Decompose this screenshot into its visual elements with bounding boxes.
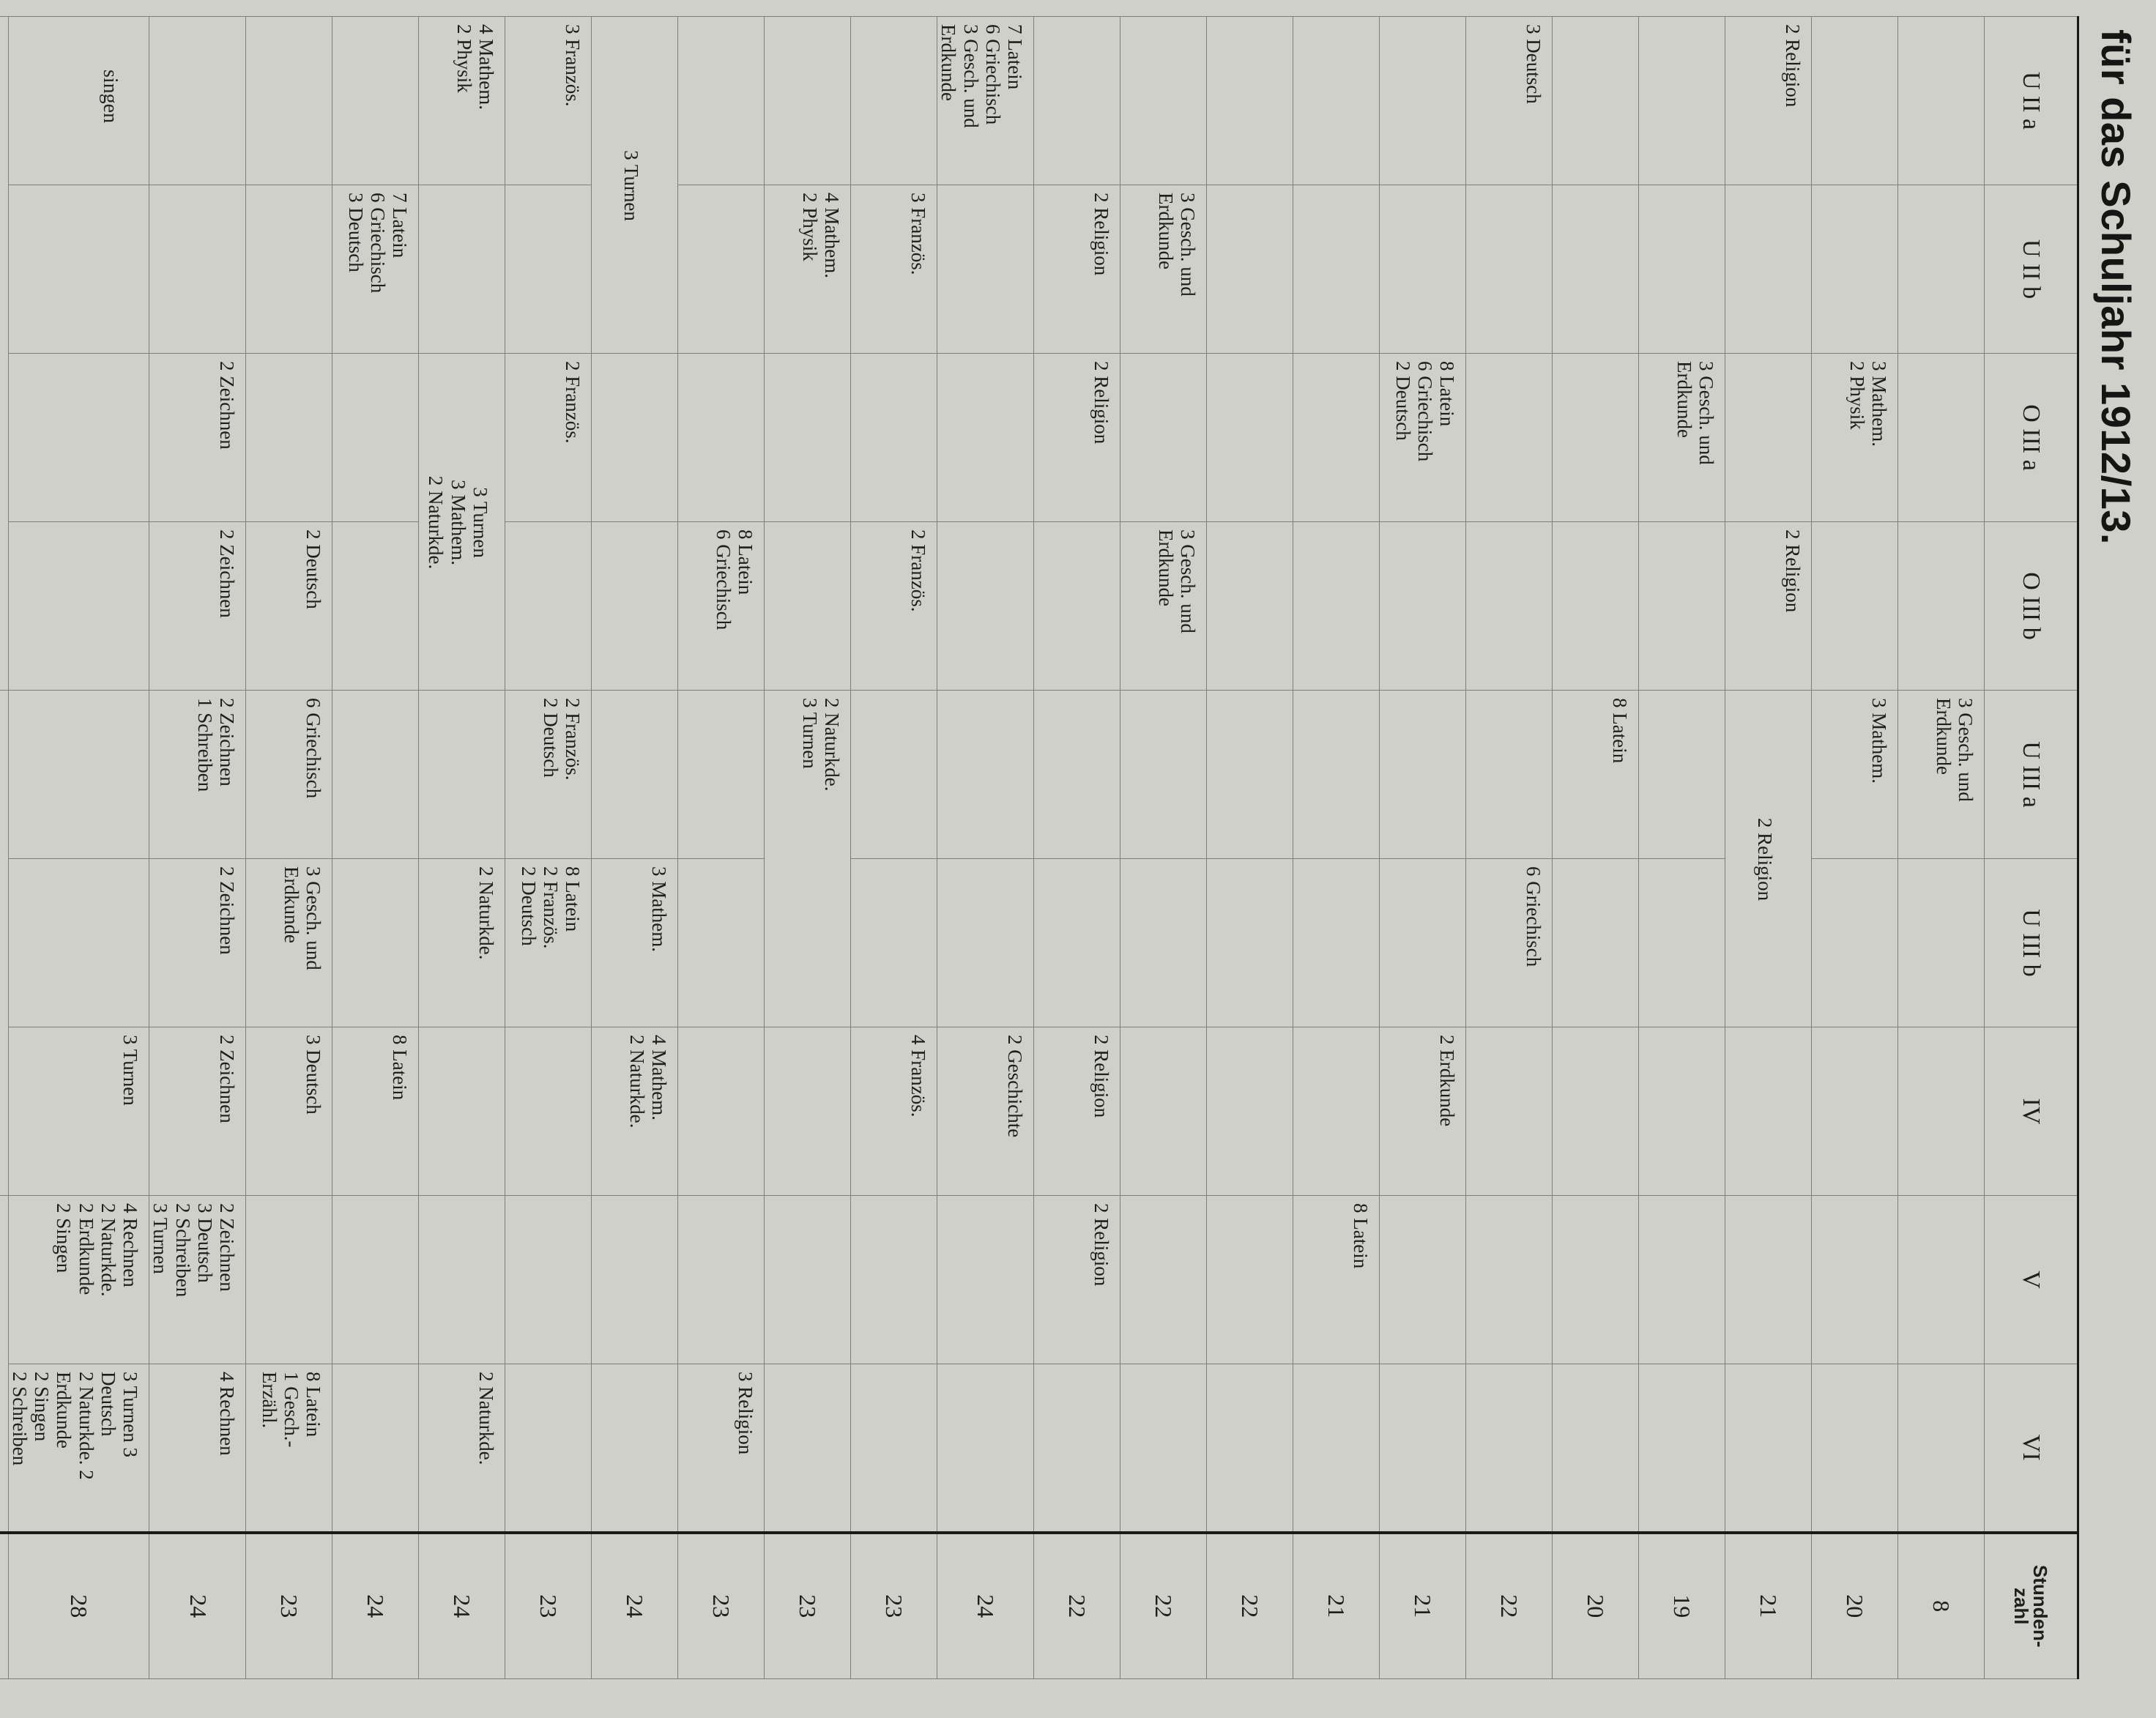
- lesson-cell: 2 Naturkde. 3 Turnen: [765, 691, 851, 1027]
- lesson-cell: [1207, 1196, 1293, 1364]
- lesson-cell: [332, 522, 419, 691]
- lesson-cell: [8, 691, 149, 859]
- timetable-row: [1120, 17, 1207, 1679]
- lesson-cell: [1207, 522, 1293, 691]
- hours-total: [0, 1533, 8, 1679]
- hours-total: 22: [1120, 1533, 1207, 1679]
- lesson-cell: [592, 1196, 678, 1364]
- lesson-cell: [1639, 185, 1725, 354]
- lesson-cell: [937, 1196, 1034, 1364]
- lesson-cell: [937, 354, 1034, 522]
- hours-total: 22: [1207, 1533, 1293, 1679]
- lesson-cell: 2 Zeichnen 3 Deutsch 2 Schreiben 3 Turnen: [149, 1196, 246, 1364]
- lesson-cell: 8 Latein 1 Gesch.- Erzähl.: [246, 1364, 332, 1533]
- timetable-row: [1725, 17, 1812, 1679]
- class-header-iv: IV: [1985, 1027, 2078, 1196]
- lesson-cell: [332, 17, 419, 185]
- lesson-cell: 2 Zeichnen: [149, 859, 246, 1027]
- lesson-cell: [1293, 1364, 1380, 1533]
- lesson-cell: 6 Griechisch: [246, 691, 332, 859]
- lesson-cell: [505, 522, 592, 691]
- class-header-o3b: O III b: [1985, 522, 2078, 691]
- lesson-cell: [505, 185, 592, 354]
- lesson-cell: [765, 522, 851, 691]
- lesson-cell: 2 Naturkde.: [419, 1364, 505, 1533]
- lesson-cell: 3 Mathem.: [1812, 691, 1898, 859]
- lesson-cell: [149, 185, 246, 354]
- header-row: [1985, 17, 2078, 1679]
- lesson-cell: [678, 17, 765, 185]
- lesson-cell: 2 Deutsch: [246, 522, 332, 691]
- lesson-cell: 2 Naturkde.: [419, 859, 505, 1027]
- lesson-cell: [419, 1027, 505, 1196]
- timetable-row: [678, 17, 765, 1679]
- lesson-cell: [1293, 522, 1380, 691]
- lesson-cell: 8 Latein: [1293, 1196, 1380, 1364]
- hours-total: 24: [149, 1533, 246, 1679]
- lesson-cell: [1293, 1027, 1380, 1196]
- hours-total: 23: [505, 1533, 592, 1679]
- hours-total: 28: [8, 1533, 149, 1679]
- lesson-cell: 3 Gesch. und Erdkunde: [1120, 522, 1207, 691]
- lesson-cell: [1207, 859, 1293, 1027]
- lesson-cell: [8, 17, 149, 185]
- lesson-cell: [1120, 1196, 1207, 1364]
- lesson-cell: [1466, 1364, 1553, 1533]
- lesson-cell: 7 Latein 6 Griechisch 3 Gesch. und Erdkunde: [937, 17, 1034, 185]
- lesson-cell: [765, 1027, 851, 1196]
- lesson-cell: [1380, 1364, 1466, 1533]
- timetable-row: [1293, 17, 1380, 1679]
- lesson-cell: [332, 859, 419, 1027]
- lesson-cell: [678, 185, 765, 354]
- hours-total: 24: [332, 1533, 419, 1679]
- lesson-cell: [8, 185, 149, 354]
- hours-total: 20: [1812, 1533, 1898, 1679]
- class-header-v: V: [1985, 1196, 2078, 1364]
- class-header-vi: VI: [1985, 1364, 2078, 1533]
- lesson-cell: [1207, 185, 1293, 354]
- timetable-row: [1034, 17, 1120, 1679]
- lesson-cell: [332, 691, 419, 859]
- lesson-cell: 7 Latein 6 Griechisch 3 Deutsch: [332, 185, 419, 354]
- lesson-cell: [1466, 1027, 1553, 1196]
- hours-total: 21: [1380, 1533, 1466, 1679]
- lesson-cell: [505, 1027, 592, 1196]
- lesson-cell: [1293, 859, 1380, 1027]
- lesson-cell: [1898, 354, 1985, 522]
- lesson-cell: [1293, 354, 1380, 522]
- timetable: [0, 16, 2079, 1679]
- lesson-cell: [1725, 1196, 1812, 1364]
- timetable-row: [592, 17, 678, 1679]
- lesson-cell: [419, 691, 505, 859]
- lesson-cell: [1898, 1196, 1985, 1364]
- lesson-cell: [1898, 522, 1985, 691]
- lesson-cell: [1380, 17, 1466, 185]
- lesson-cell: [937, 859, 1034, 1027]
- lesson-cell: 8 Latein 2 Französ. 2 Deutsch: [505, 859, 592, 1027]
- lesson-cell: [1639, 859, 1725, 1027]
- lesson-cell: [1380, 859, 1466, 1027]
- timetable-row: [246, 17, 332, 1679]
- lesson-cell: 3 Mathem.: [592, 859, 678, 1027]
- lesson-cell: 3 Religion: [678, 1364, 765, 1533]
- timetable-body: [0, 17, 1985, 1679]
- lesson-cell: [1639, 522, 1725, 691]
- lesson-cell: [765, 1196, 851, 1364]
- lesson-cell: 3 Gesch. und Erdkunde: [1120, 185, 1207, 354]
- lesson-cell: [1812, 1027, 1898, 1196]
- lesson-cell: [1639, 1027, 1725, 1196]
- lesson-cell: 4 Mathem. 2 Naturkde.: [592, 1027, 678, 1196]
- lesson-cell: [1812, 1196, 1898, 1364]
- lesson-cell: 4 Französ.: [851, 1027, 937, 1196]
- lesson-cell: 2 Religion: [1725, 17, 1812, 185]
- lesson-cell: [505, 1196, 592, 1364]
- lesson-cell: [1207, 691, 1293, 859]
- lesson-cell: 3 Turnen: [592, 17, 678, 354]
- lesson-cell: 3 Gesch. und Erdkunde: [1639, 354, 1725, 522]
- lesson-cell: [1553, 17, 1639, 185]
- lesson-cell: [678, 354, 765, 522]
- lesson-cell: [1120, 859, 1207, 1027]
- hours-total: 23: [765, 1533, 851, 1679]
- lesson-cell: 4 Mathem. 2 Physik: [419, 17, 505, 185]
- lesson-cell: [765, 17, 851, 185]
- lesson-cell: [8, 522, 149, 691]
- hours-total: 24: [419, 1533, 505, 1679]
- timetable-row: [1812, 17, 1898, 1679]
- class-header-u2a: U II a: [1985, 17, 2078, 185]
- lesson-cell: [851, 691, 937, 859]
- timetable-row: [149, 17, 246, 1679]
- lesson-cell: 2 Französ. 2 Deutsch: [505, 691, 592, 859]
- lesson-cell: [1898, 859, 1985, 1027]
- lesson-cell: [1034, 859, 1120, 1027]
- lesson-cell: 2 Religion: [1725, 522, 1812, 691]
- lesson-cell: [851, 1196, 937, 1364]
- hours-total: 19: [1639, 1533, 1725, 1679]
- lesson-cell: [1898, 185, 1985, 354]
- hours-total: 23: [246, 1533, 332, 1679]
- lesson-cell: [937, 691, 1034, 859]
- lesson-cell: [1812, 859, 1898, 1027]
- lesson-cell: [1207, 1027, 1293, 1196]
- lesson-cell: [1812, 17, 1898, 185]
- lesson-cell: [1553, 1196, 1639, 1364]
- lesson-cell: [1725, 1027, 1812, 1196]
- lesson-cell: [1120, 354, 1207, 522]
- lesson-cell: 3 Französ.: [505, 17, 592, 185]
- lesson-cell: [592, 522, 678, 691]
- lesson-cell: 2 Religion: [1034, 354, 1120, 522]
- lesson-cell: 2 Erdkunde: [1380, 1027, 1466, 1196]
- lesson-cell: [246, 1196, 332, 1364]
- timetable-row: [1553, 17, 1639, 1679]
- lesson-cell: 3 Turnen 3 Mathem. 2 Naturkde.: [419, 354, 505, 691]
- lesson-cell: 3 Turnen 3 Deutsch 2 Naturkde. 2 Erdkunde 2 Singen 2 Schreiben: [8, 1364, 149, 1533]
- lesson-cell: 3 Mathem. 2 Physik: [1812, 354, 1898, 522]
- lesson-cell: [592, 691, 678, 859]
- lesson-cell: 3 Gesch. und Erdkunde: [1898, 691, 1985, 859]
- lesson-cell: 8 Latein 6 Griechisch 2 Deutsch: [1380, 354, 1466, 522]
- lesson-cell: [765, 1364, 851, 1533]
- lesson-cell: [937, 185, 1034, 354]
- lesson-cell: [149, 17, 246, 185]
- lesson-cell: 2 Französ.: [505, 354, 592, 522]
- hours-total: 23: [851, 1533, 937, 1679]
- lesson-cell: [1725, 354, 1812, 522]
- class-header-u3a: U III a: [1985, 691, 2078, 859]
- lesson-cell: [1293, 17, 1380, 185]
- lesson-cell: [246, 354, 332, 522]
- lesson-cell: [1812, 522, 1898, 691]
- lesson-cell: [1553, 522, 1639, 691]
- class-header-u3b: U III b: [1985, 859, 2078, 1027]
- lesson-cell: 4 Mathem. 2 Physik: [765, 185, 851, 354]
- lesson-cell: [1812, 185, 1898, 354]
- lesson-cell: [1553, 354, 1639, 522]
- timetable-row: [1207, 17, 1293, 1679]
- hours-total: 24: [937, 1533, 1034, 1679]
- timetable-row: [1466, 17, 1553, 1679]
- lesson-cell: [1553, 1364, 1639, 1533]
- timetable-row: [1380, 17, 1466, 1679]
- hours-total: 20: [1553, 1533, 1639, 1679]
- lesson-cell: [1639, 691, 1725, 859]
- lesson-cell: [1466, 354, 1553, 522]
- lesson-cell: 6 Griechisch: [1466, 859, 1553, 1027]
- lesson-cell: 8 Latein 6 Griechisch: [678, 522, 765, 691]
- class-header-u2b: U II b: [1985, 185, 2078, 354]
- lesson-cell: [851, 859, 937, 1027]
- lesson-cell: [937, 522, 1034, 691]
- lesson-cell: [246, 17, 332, 185]
- lesson-cell: [592, 354, 678, 522]
- lesson-cell: [1466, 1196, 1553, 1364]
- lesson-cell: [1898, 17, 1985, 185]
- lesson-cell: [1466, 185, 1553, 354]
- total-header: Stunden- zahl: [1985, 1533, 2078, 1679]
- lesson-cell: [1120, 17, 1207, 185]
- timetable-row: [1639, 17, 1725, 1679]
- hours-total: 24: [592, 1533, 678, 1679]
- lesson-cell: 2 Zeichnen: [149, 522, 246, 691]
- lesson-cell: [1380, 522, 1466, 691]
- timetable-row: [1898, 17, 1985, 1679]
- timetable-row: [8, 17, 149, 1679]
- lesson-cell: 2 Zeichnen 1 Schreiben: [149, 691, 246, 859]
- lesson-cell: [1898, 1027, 1985, 1196]
- lesson-cell: [1553, 185, 1639, 354]
- lesson-cell: [1380, 691, 1466, 859]
- lesson-cell: 2 Religion: [1034, 1196, 1120, 1364]
- lesson-cell: 2 Religion: [1725, 691, 1812, 1027]
- lesson-cell: [8, 354, 149, 522]
- timetable-row: [505, 17, 592, 1679]
- lesson-cell: [851, 17, 937, 185]
- lesson-cell: [1207, 354, 1293, 522]
- lesson-cell: 4 Rechnen 2 Naturkde. 2 Erdkunde 2 Singen: [8, 1196, 149, 1364]
- lesson-cell: [851, 354, 937, 522]
- lesson-cell: 8 Latein: [332, 1027, 419, 1196]
- timetable-row: [332, 17, 419, 1679]
- lesson-cell: 3 Gesch. und Erdkunde: [246, 859, 332, 1027]
- hours-total: 8: [1898, 1533, 1985, 1679]
- side-note: singen: [99, 70, 122, 124]
- lesson-cell: [1207, 17, 1293, 185]
- lesson-cell: 2 Religion: [1034, 1027, 1120, 1196]
- lesson-cell: [1725, 185, 1812, 354]
- class-header-o3a: O III a: [1985, 354, 2078, 522]
- lesson-cell: [419, 1196, 505, 1364]
- lesson-cell: [0, 17, 8, 691]
- lesson-cell: [419, 185, 505, 354]
- lesson-cell: [678, 1027, 765, 1196]
- timetable-row: [765, 17, 851, 1679]
- lesson-cell: [246, 185, 332, 354]
- lesson-cell: [0, 1196, 8, 1533]
- lesson-cell: [1639, 1196, 1725, 1364]
- lesson-cell: [1120, 1027, 1207, 1196]
- hours-total: 22: [1034, 1533, 1120, 1679]
- lesson-cell: [1466, 691, 1553, 859]
- lesson-cell: [0, 691, 8, 1196]
- lesson-cell: [1553, 1027, 1639, 1196]
- lesson-cell: 3 Deutsch: [1466, 17, 1553, 185]
- lesson-cell: [851, 1364, 937, 1533]
- lesson-cell: 2 Zeichnen: [149, 1027, 246, 1196]
- lesson-cell: [505, 1364, 592, 1533]
- lesson-cell: [1639, 17, 1725, 185]
- lesson-cell: [8, 859, 149, 1027]
- timetable-row: [419, 17, 505, 1679]
- hours-total: 23: [678, 1533, 765, 1679]
- lesson-cell: 3 Deutsch: [246, 1027, 332, 1196]
- lesson-cell: 2 Religion: [1034, 185, 1120, 354]
- lesson-cell: 2 Zeichnen: [149, 354, 246, 522]
- lesson-cell: [1725, 1364, 1812, 1533]
- page-title: für das Schuljahr 1912/13.: [2093, 29, 2139, 545]
- lesson-cell: 3 Turnen: [8, 1027, 149, 1196]
- lesson-cell: [678, 1196, 765, 1364]
- lesson-cell: [1466, 522, 1553, 691]
- lesson-cell: 4 Rechnen: [149, 1364, 246, 1533]
- lesson-cell: [332, 354, 419, 522]
- timetable-row: [0, 17, 8, 1679]
- lesson-cell: [592, 1364, 678, 1533]
- lesson-cell: [332, 1196, 419, 1364]
- lesson-cell: [1034, 1364, 1120, 1533]
- lesson-cell: [1380, 185, 1466, 354]
- timetable-row: [851, 17, 937, 1679]
- lesson-cell: [765, 354, 851, 522]
- timetable-row: [937, 17, 1034, 1679]
- lesson-cell: [1380, 1196, 1466, 1364]
- hours-total: 22: [1466, 1533, 1553, 1679]
- lesson-cell: [1639, 1364, 1725, 1533]
- lesson-cell: [678, 859, 765, 1027]
- lesson-cell: [1293, 691, 1380, 859]
- lesson-cell: [1553, 859, 1639, 1027]
- lesson-cell: [1898, 1364, 1985, 1533]
- hours-total: 21: [1725, 1533, 1812, 1679]
- lesson-cell: 8 Latein: [1553, 691, 1639, 859]
- lesson-cell: [1034, 522, 1120, 691]
- lesson-cell: 2 Geschichte: [937, 1027, 1034, 1196]
- lesson-cell: [937, 1364, 1034, 1533]
- lesson-cell: [332, 1364, 419, 1533]
- lesson-cell: [1034, 17, 1120, 185]
- lesson-cell: [1293, 185, 1380, 354]
- lesson-cell: 3 Französ.: [851, 185, 937, 354]
- lesson-cell: [678, 691, 765, 859]
- lesson-cell: [1120, 691, 1207, 859]
- lesson-cell: 2 Französ.: [851, 522, 937, 691]
- hours-total: 21: [1293, 1533, 1380, 1679]
- lesson-cell: [1120, 1364, 1207, 1533]
- lesson-cell: [1812, 1364, 1898, 1533]
- lesson-cell: [1034, 691, 1120, 859]
- lesson-cell: [1207, 1364, 1293, 1533]
